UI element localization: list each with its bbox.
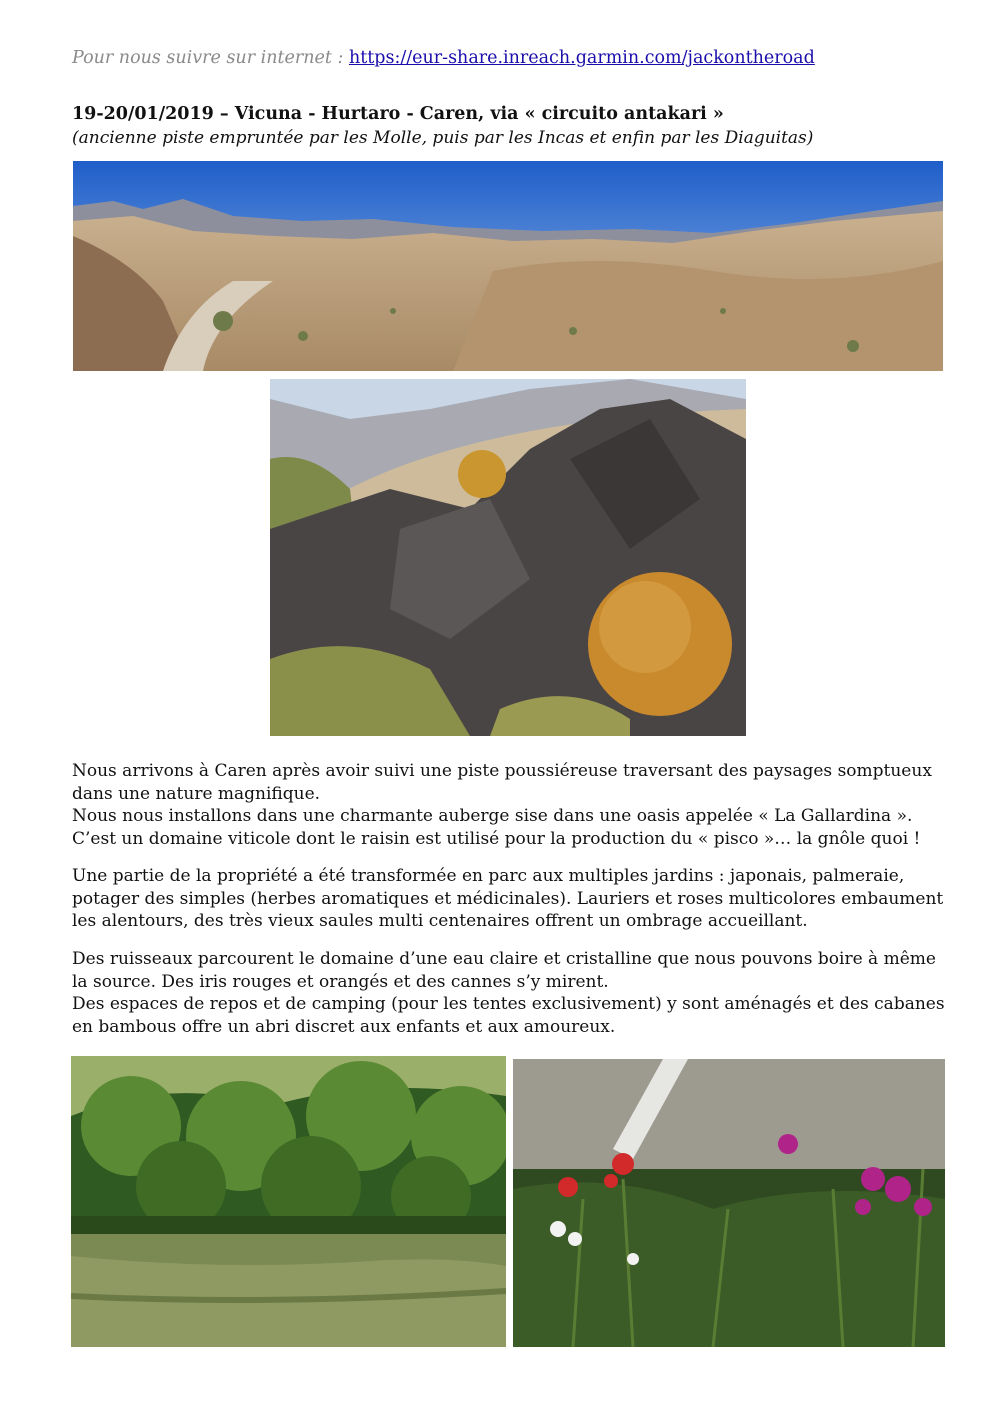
panorama-photo [73, 161, 943, 371]
paragraph-block-2 [72, 865, 952, 933]
paragraph-block-1 [72, 760, 952, 850]
tracking-link[interactable]: https://eur-share.inreach.garmin.com/jackontheroad [348, 48, 815, 68]
oasis-pond-photo [71, 1056, 506, 1347]
cactus-rocks-photo [270, 379, 746, 736]
paragraph-arrival: Nous arrivons à Caren après avoir suivi une piste poussiéreuse traversant des paysages somptueux dans une nature magnifique. [72, 761, 932, 804]
paragraph-auberge: Nous nous installons dans une charmante auberge sise dans une oasis appelée « La Gallardina ». [72, 806, 913, 826]
entry-subtitle: (ancienne piste empruntée par les Molle, puis par les Incas et enfin par les Diaguitas) [72, 128, 814, 148]
paragraph-camping: Des espaces de repos et de camping (pour les tentes exclusivement) y sont aménagés et des cabanes en bambous offre un abri discret aux enfants et aux amoureux. [72, 994, 945, 1037]
flowers-photo [513, 1059, 945, 1347]
paragraph-pisco: C’est un domaine viticole dont le raisin est utilisé pour la production du « pisco »… la gnôle quoi ! [72, 828, 921, 849]
paragraph-block-3 [72, 948, 952, 1038]
entry-title: 19-20/01/2019 – Vicuna - Hurtaro - Caren, via « circuito antakari » [72, 104, 724, 124]
paragraph-gardens: Une partie de la propriété a été transformée en parc aux multiples jardins : japonais, palmeraie, potager des simples (herbes aromatiques et médicinales). Lauriers et roses multicolores embaument les alentours, des très vieux saules multi centenaires offrent un ombrage accueillant. [72, 866, 944, 931]
tracking-line [72, 48, 815, 68]
paragraph-streams: Des ruisseaux parcourent le domaine d’une eau claire et cristalline que nous pouvons boire à même la source. Des iris rouges et orangés et des cannes s’y mirent. [72, 949, 936, 992]
tracking-lead-text: Pour nous suivre sur internet : [72, 48, 344, 68]
